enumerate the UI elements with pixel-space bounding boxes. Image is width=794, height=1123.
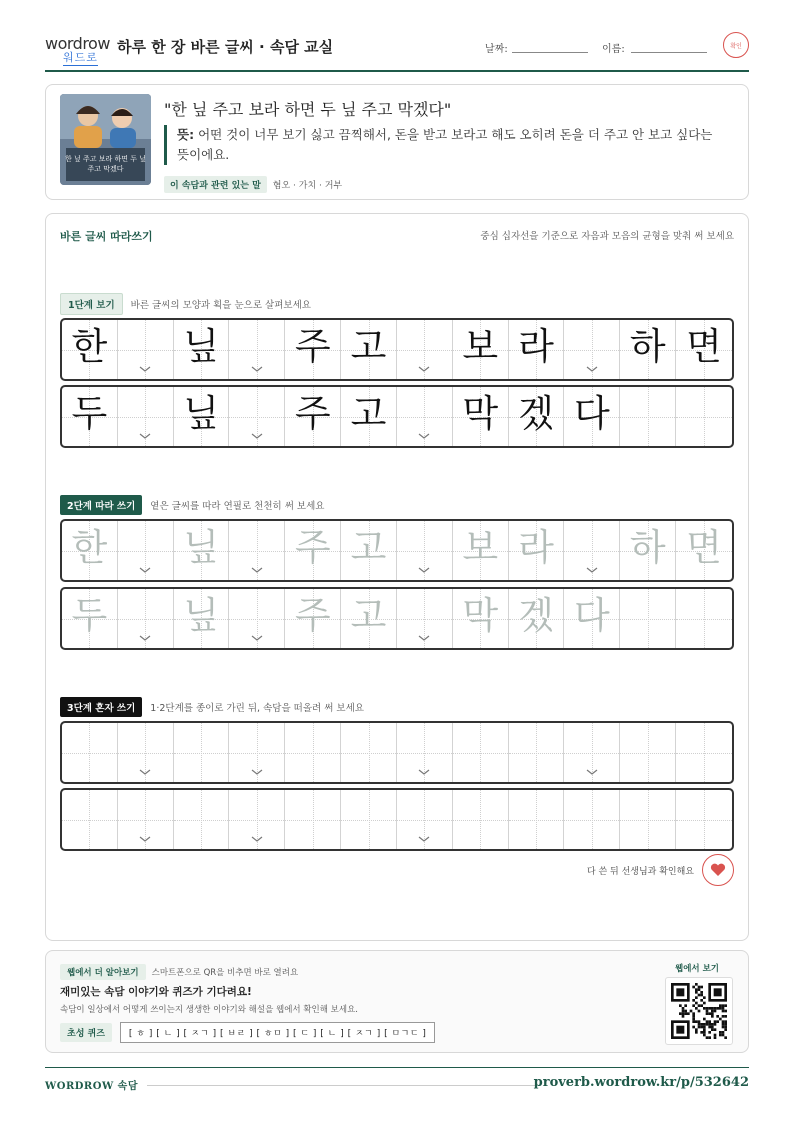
step1-header	[60, 293, 311, 315]
meaning-label: 뜻:	[177, 127, 195, 142]
grid-cell[interactable]	[62, 723, 118, 782]
teacher-confirm	[587, 854, 734, 886]
grid-cell[interactable]	[509, 790, 565, 849]
space-mark-icon	[586, 363, 598, 375]
grid-char: 다	[573, 392, 610, 435]
grid-char: 고	[350, 526, 387, 569]
grid-char: 라	[518, 325, 554, 368]
quiz-label: 초성 퀴즈	[60, 1023, 112, 1042]
web-sub: 속담이 일상에서 어떻게 쓰이는지 생생한 이야기와 해설을 웹에서 확인해 보세요.	[60, 1005, 358, 1015]
web-promo	[45, 950, 749, 1053]
grid-cell[interactable]	[620, 589, 676, 648]
grid-cell[interactable]	[62, 790, 118, 849]
stamp-label: 확인	[730, 42, 742, 50]
footer-url[interactable]: proverb.wordrow.kr/p/532642	[533, 1075, 749, 1090]
grid-cell[interactable]	[229, 589, 285, 648]
grid-cell	[564, 320, 620, 379]
grid-cell[interactable]	[564, 589, 620, 648]
space-mark-icon	[251, 430, 263, 442]
grid-char: 면	[686, 526, 722, 569]
grid-cell[interactable]	[397, 521, 453, 580]
grid-cell[interactable]	[341, 589, 397, 648]
space-mark-icon	[139, 766, 151, 778]
grid-char: 한	[71, 526, 108, 569]
proverb-illustration	[60, 94, 151, 185]
grid-cell[interactable]	[564, 790, 620, 849]
date-field[interactable]	[512, 52, 588, 53]
grid-cell[interactable]	[676, 589, 732, 648]
step1-badge: 1단계 보기	[60, 293, 123, 315]
grid-cell	[453, 320, 509, 379]
footer-brand: WORDROW 속담	[45, 1081, 138, 1092]
step1-desc: 바른 글씨의 모양과 획을 눈으로 살펴보세요	[130, 300, 311, 311]
grid-cell[interactable]	[620, 521, 676, 580]
logo-korean: 워드로	[63, 51, 98, 64]
proverb-title: "한 닢 주고 보라 하면 두 닢 주고 막겠다"	[164, 100, 452, 119]
grid-cell[interactable]	[341, 723, 397, 782]
grid-char: 두	[71, 594, 108, 637]
step2-row1[interactable]	[60, 519, 734, 582]
grid-cell[interactable]	[118, 790, 174, 849]
grid-char: 주	[294, 526, 331, 569]
grid-cell	[285, 387, 341, 446]
step2-row2[interactable]	[60, 587, 734, 650]
qr-code-icon[interactable]	[665, 977, 733, 1045]
grid-cell[interactable]	[118, 723, 174, 782]
grid-cell	[676, 320, 732, 379]
grid-cell[interactable]	[229, 521, 285, 580]
grid-cell[interactable]	[285, 589, 341, 648]
grid-cell[interactable]	[62, 521, 118, 580]
grid-char: 한	[71, 325, 108, 368]
grid-cell[interactable]	[397, 589, 453, 648]
grid-cell	[620, 320, 676, 379]
page-header	[45, 30, 749, 72]
grid-cell	[341, 320, 397, 379]
grid-cell[interactable]	[564, 723, 620, 782]
chosung-quiz	[60, 1022, 435, 1043]
space-mark-icon	[251, 766, 263, 778]
grid-char: 겠	[518, 594, 554, 637]
heart-stamp-icon	[702, 854, 734, 886]
space-mark-icon	[586, 766, 598, 778]
grid-char: 하	[629, 526, 666, 569]
grid-char: 다	[573, 594, 610, 637]
grid-cell[interactable]	[676, 790, 732, 849]
grid-cell[interactable]	[397, 723, 453, 782]
web-tag-hint: 스마트폰으로 QR을 비추면 바로 열려요	[151, 968, 299, 978]
footer-divider	[147, 1085, 537, 1086]
grid-cell[interactable]	[453, 521, 509, 580]
grid-char: 막	[462, 594, 499, 637]
grid-char: 주	[294, 594, 331, 637]
grid-cell	[397, 320, 453, 379]
grid-cell[interactable]	[62, 589, 118, 648]
grid-char: 주	[294, 392, 331, 435]
grid-cell	[118, 387, 174, 446]
grid-cell	[509, 320, 565, 379]
step1-row1	[60, 318, 734, 381]
grid-char: 보	[462, 325, 499, 368]
step3-badge: 3단계 혼자 쓰기	[60, 697, 142, 717]
grid-cell[interactable]	[397, 790, 453, 849]
grid-cell[interactable]	[118, 589, 174, 648]
grid-char: 하	[629, 325, 666, 368]
grid-cell	[118, 320, 174, 379]
grid-cell[interactable]	[620, 790, 676, 849]
name-field[interactable]	[631, 52, 707, 53]
grid-cell	[676, 387, 732, 446]
space-mark-icon	[139, 363, 151, 375]
page-title: 하루 한 장 바른 글씨 · 속담 교실	[117, 38, 334, 56]
proverb-meaning	[164, 125, 724, 165]
grid-cell	[564, 387, 620, 446]
grid-cell	[62, 387, 118, 446]
space-mark-icon	[139, 564, 151, 576]
step2-badge: 2단계 따라 쓰기	[60, 495, 142, 515]
grid-cell[interactable]	[174, 790, 230, 849]
date-label: 날짜:	[485, 44, 508, 55]
related-label: 이 속담과 관련 있는 말	[164, 176, 267, 193]
grid-cell[interactable]	[341, 521, 397, 580]
grid-cell[interactable]	[453, 589, 509, 648]
grid-cell	[174, 320, 230, 379]
practice-title: 바른 글씨 따라쓰기	[60, 230, 153, 243]
grid-char: 닢	[183, 594, 219, 637]
practice-hint: 중심 십자선을 기준으로 자음과 모음의 균형을 맞춰 써 보세요	[480, 231, 734, 242]
grid-cell[interactable]	[564, 521, 620, 580]
space-mark-icon	[251, 564, 263, 576]
grid-cell[interactable]	[509, 723, 565, 782]
web-headline: 재미있는 속담 이야기와 퀴즈가 기다려요!	[60, 986, 252, 998]
wordrow-logo	[45, 34, 109, 64]
grid-char: 고	[350, 392, 387, 435]
grid-cell[interactable]	[509, 589, 565, 648]
grid-cell	[62, 320, 118, 379]
grid-cell[interactable]	[285, 723, 341, 782]
grid-char: 닢	[183, 325, 219, 368]
grid-char: 주	[294, 325, 331, 368]
space-mark-icon	[251, 632, 263, 644]
grid-char: 고	[350, 325, 387, 368]
space-mark-icon	[586, 564, 598, 576]
space-mark-icon	[418, 564, 430, 576]
check-stamp-icon	[723, 32, 749, 58]
grid-cell[interactable]	[174, 521, 230, 580]
page-footer	[45, 1067, 749, 1097]
grid-cell	[453, 387, 509, 446]
grid-cell[interactable]	[509, 521, 565, 580]
grid-cell[interactable]	[453, 723, 509, 782]
confirm-text: 다 쓴 뒤 선생님과 확인해요	[586, 866, 694, 877]
grid-cell	[229, 387, 285, 446]
step3-desc: 1·2단계를 종이로 가린 뒤, 속담을 떠올려 써 보세요	[150, 703, 364, 714]
grid-cell[interactable]	[676, 521, 732, 580]
related-list: 혐오 · 가치 · 거부	[272, 181, 343, 191]
quiz-box: [ ㅎ ] [ ㄴ ] [ ㅈㄱ ] [ ㅂㄹ ] [ ㅎㅁ ] [ ㄷ ] [ ㄴ ] [ ㅈㄱ ] [ ㅁㄱㄷ ]	[120, 1022, 436, 1043]
step2-desc: 옅은 글씨를 따라 연필로 천천히 써 보세요	[150, 501, 325, 512]
space-mark-icon	[418, 632, 430, 644]
grid-char: 닢	[183, 392, 219, 435]
space-mark-icon	[418, 766, 430, 778]
space-mark-icon	[251, 363, 263, 375]
space-mark-icon	[251, 833, 263, 845]
grid-cell[interactable]	[341, 790, 397, 849]
step3-row2[interactable]	[60, 788, 734, 851]
grid-char: 라	[518, 526, 554, 569]
qr-label: 웹에서 보기	[674, 964, 719, 974]
grid-cell[interactable]	[285, 521, 341, 580]
space-mark-icon	[418, 430, 430, 442]
grid-cell	[229, 320, 285, 379]
grid-cell[interactable]	[620, 723, 676, 782]
practice-section	[45, 213, 749, 941]
grid-cell	[509, 387, 565, 446]
step3-row1[interactable]	[60, 721, 734, 784]
space-mark-icon	[139, 833, 151, 845]
grid-char: 막	[462, 392, 499, 435]
grid-cell[interactable]	[453, 790, 509, 849]
grid-char: 면	[686, 325, 722, 368]
name-label: 이름:	[602, 44, 625, 55]
related-words	[164, 176, 342, 193]
grid-cell	[397, 387, 453, 446]
web-tag: 웹에서 더 알아보기	[60, 964, 146, 980]
grid-char: 고	[350, 594, 387, 637]
grid-cell[interactable]	[118, 521, 174, 580]
grid-cell	[285, 320, 341, 379]
step1-row2	[60, 385, 734, 448]
grid-cell	[341, 387, 397, 446]
grid-cell[interactable]	[174, 589, 230, 648]
grid-cell[interactable]	[676, 723, 732, 782]
grid-cell[interactable]	[229, 790, 285, 849]
grid-cell[interactable]	[174, 723, 230, 782]
logo-wordmark: wordrow	[45, 34, 110, 53]
grid-cell	[174, 387, 230, 446]
step2-header	[60, 495, 324, 515]
space-mark-icon	[139, 632, 151, 644]
grid-cell	[620, 387, 676, 446]
space-mark-icon	[418, 833, 430, 845]
web-tag-row	[60, 964, 298, 980]
grid-char: 보	[462, 526, 499, 569]
grid-cell[interactable]	[229, 723, 285, 782]
grid-char: 닢	[183, 526, 219, 569]
proverb-card	[45, 84, 749, 200]
grid-char: 겠	[518, 392, 554, 435]
step3-header	[60, 697, 364, 717]
illustration-caption: 한 닢 주고 보라 하면 두 닢 주고 막겠다	[65, 155, 146, 173]
grid-char: 두	[71, 392, 108, 435]
space-mark-icon	[139, 430, 151, 442]
space-mark-icon	[418, 363, 430, 375]
meaning-text: 어떤 것이 너무 보기 싫고 끔찍해서, 돈을 받고 보라고 해도 오히려 돈을 더 주고 안 보고 싶다는 뜻이에요.	[177, 127, 713, 162]
grid-cell[interactable]	[285, 790, 341, 849]
